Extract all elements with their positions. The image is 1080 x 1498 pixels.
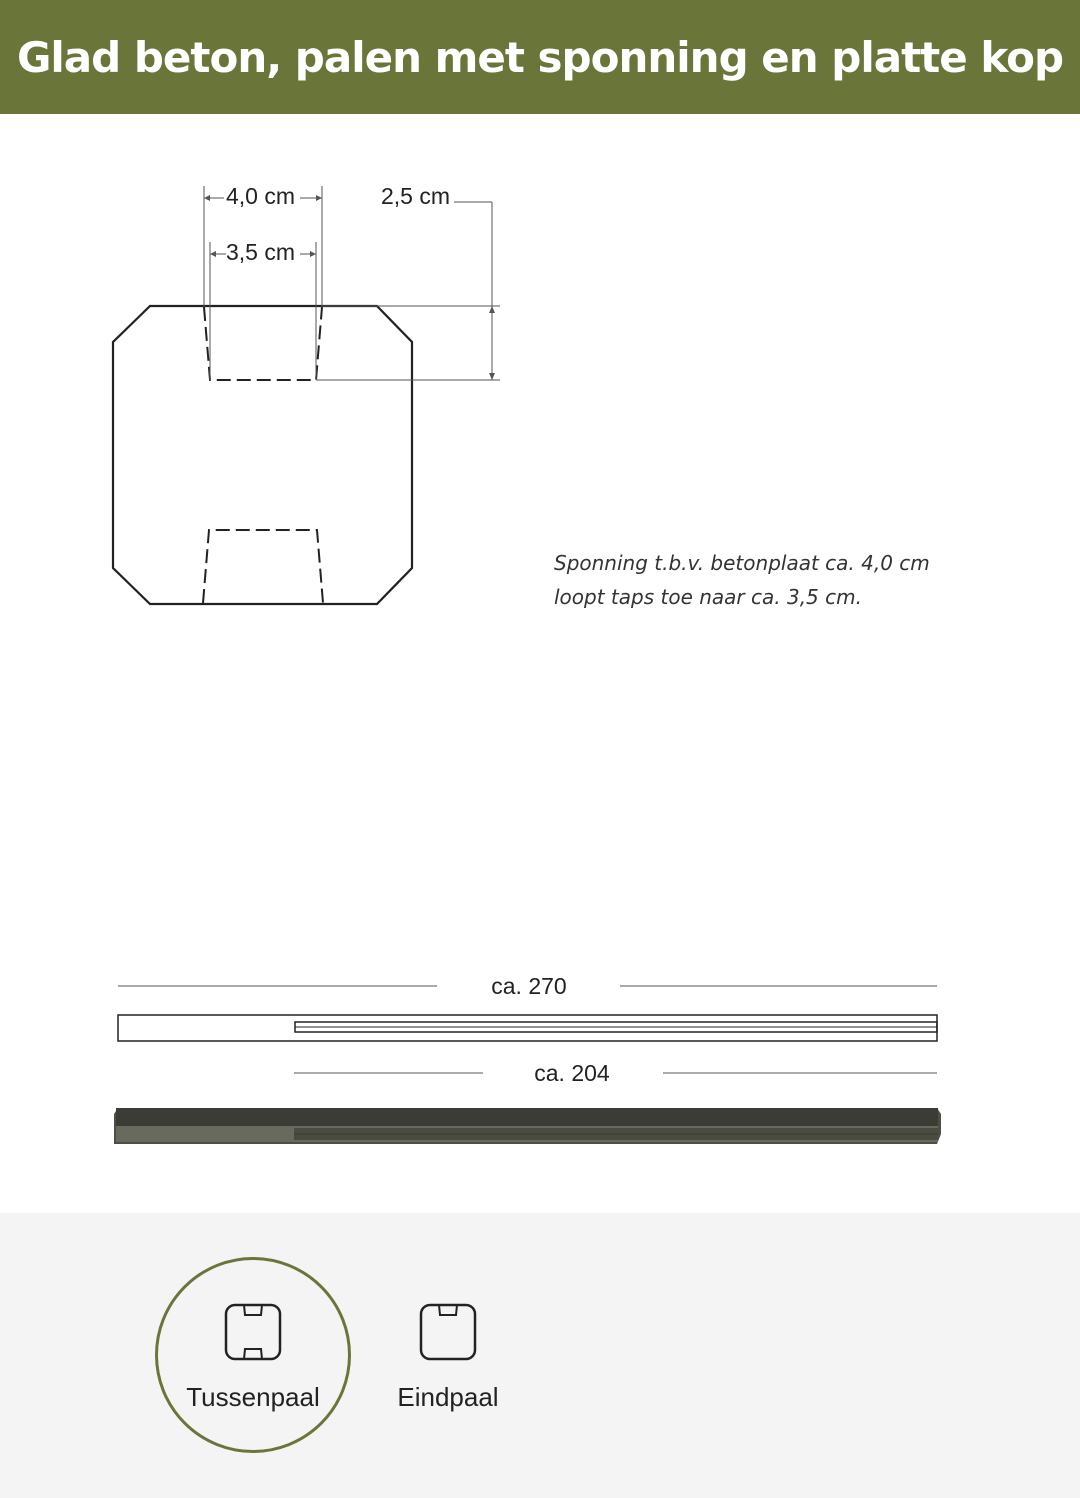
post-cross-section (113, 306, 412, 604)
page-header (0, 0, 1080, 114)
post-rendering (114, 1108, 941, 1144)
groove-note: Sponning t.b.v. betonplaat ca. 4,0 cm loopt taps toe naar ca. 3,5 cm. (554, 551, 930, 609)
post-type-selector (0, 1213, 1080, 1498)
drawing-canvas (0, 114, 1080, 1214)
dimension-arrows (204, 195, 495, 380)
dim-depth-label: 2,5 cm (381, 183, 451, 209)
groove-length-label: ca. 204 (534, 1060, 610, 1086)
dim-inner-width-label: 3,5 cm (226, 239, 296, 265)
dimension-lines (204, 186, 500, 380)
groove-bottom (203, 530, 323, 603)
end-post-icon (418, 1302, 478, 1362)
groove-top (204, 307, 322, 380)
technical-drawing (0, 114, 1080, 1214)
dim-outer-width-label: 4,0 cm (226, 183, 296, 209)
option-label: Eindpaal (397, 1381, 499, 1412)
post-side-outline (118, 1015, 937, 1041)
post-outline (113, 306, 412, 604)
page-title: Glad beton, palen met sponning en platte kop (16, 32, 1064, 82)
option-eindpaal[interactable] (350, 1257, 546, 1453)
intermediate-post-icon (223, 1302, 283, 1362)
total-length-label: ca. 270 (491, 973, 567, 999)
option-tussenpaal[interactable] (155, 1257, 351, 1453)
option-label: Tussenpaal (186, 1381, 320, 1412)
